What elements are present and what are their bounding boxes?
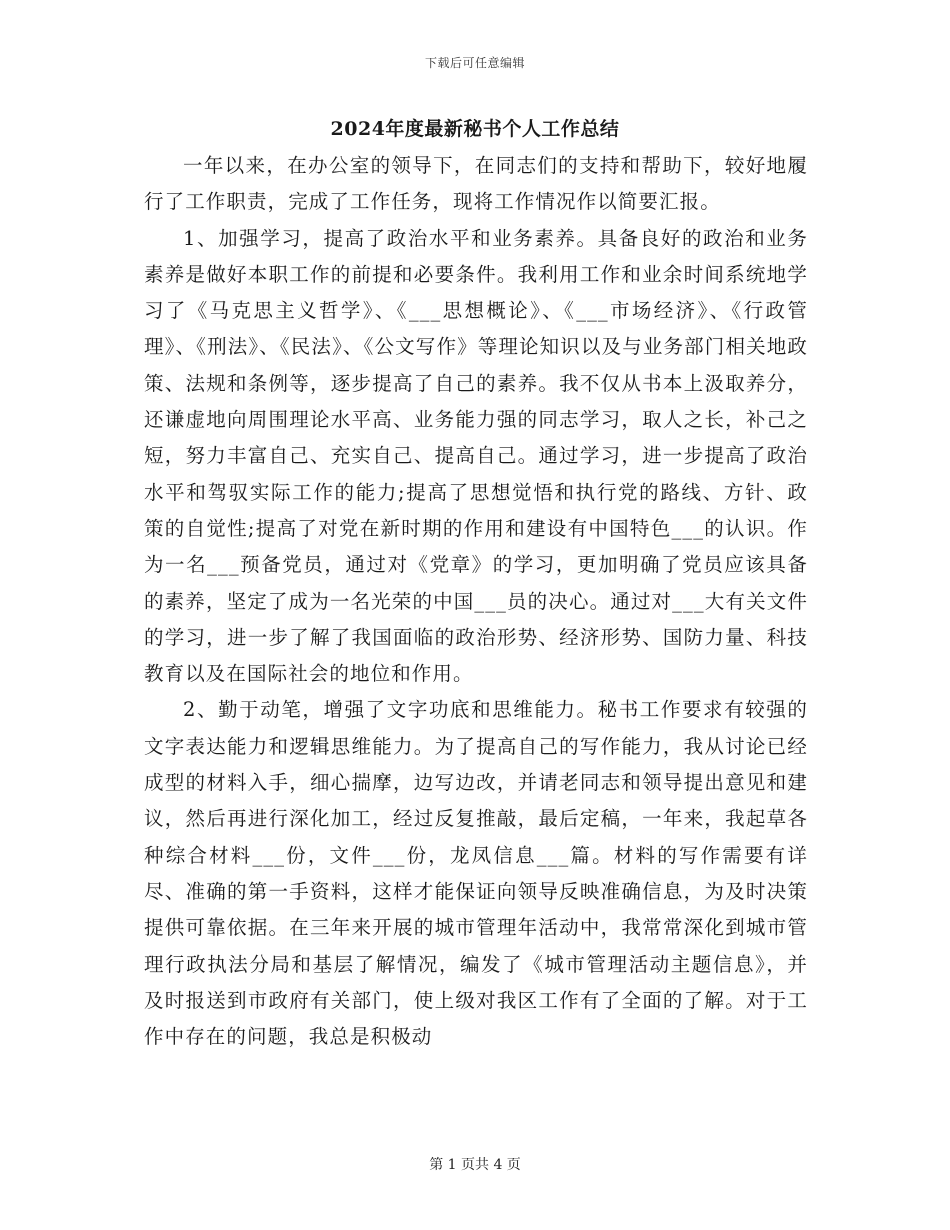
paragraph-study: 1、加强学习，提高了政治水平和业务素养。具备良好的政治和业务素养是做好本职工作的前提和必要条件。我利用工作和业余时间系统地学习了《马克思主义哲学》、《___思想概论》、《___市场经济》、《行政管理》、《刑法》、《民法》、《公文写作》等理论知识以及与业务部门相关地政策、法规和条例等，逐步提高了自己的素养。我不仅从书本上汲取养分，还谦虚地向周围理论水平高、业务能力强的同志学习，取人之长，补己之短，努力丰富自己、充实自己、提高自己。通过学习，进一步提高了政治水平和驾驭实际工作的能力;提高了思想觉悟和执行党的路线、方针、政策的自觉性;提高了对党在新时期的作用和建设有中国特色___的认识。作为一名___预备党员，通过对《党章》的学习，更加明确了党员应该具备的素养，坚定了成为一名光荣的中国___员的决心。通过对___大有关文件的学习，进一步了解了我国面临的政治形势、经济形势、国防力量、科技教育以及在国际社会的地位和作用。 (144, 226, 808, 686)
paragraph-writing: 2、勤于动笔，增强了文字功底和思维能力。秘书工作要求有较强的文字表达能力和逻辑思维能力。为了提高自己的写作能力，我从讨论已经成型的材料入手，细心揣摩，边写边改，并请老同志和领导提出意见和建议，然后再进行深化加工，经过反复推敲，最后定稿，一年来，我起草各种综合材料___份，文件___份，龙凤信息___篇。材料的写作需要有详尽、准确的第一手资料，这样才能保证向领导反映准确信息，为及时决策提供可靠依据。在三年来开展的城市管理年活动中，我常常深化到城市管理行政执法分局和基层了解情况，编发了《城市管理活动主题信息》，并及时报送到市政府有关部门，使上级对我区工作有了全面的了解。对于工作中存在的问题，我总是积极动 (144, 698, 808, 1049)
document-body (144, 148, 808, 1055)
header-note: 下载后可任意编辑 (424, 56, 525, 70)
document-title: 2024年度最新秘书个人工作总结 (330, 118, 620, 140)
paragraph-intro: 一年以来，在办公室的领导下，在同志们的支持和帮助下，较好地履行了工作职责，完成了工作任务，现将工作情况作以简要汇报。 (144, 154, 808, 214)
page-number: 第 1 页共 4 页 (429, 1157, 521, 1173)
